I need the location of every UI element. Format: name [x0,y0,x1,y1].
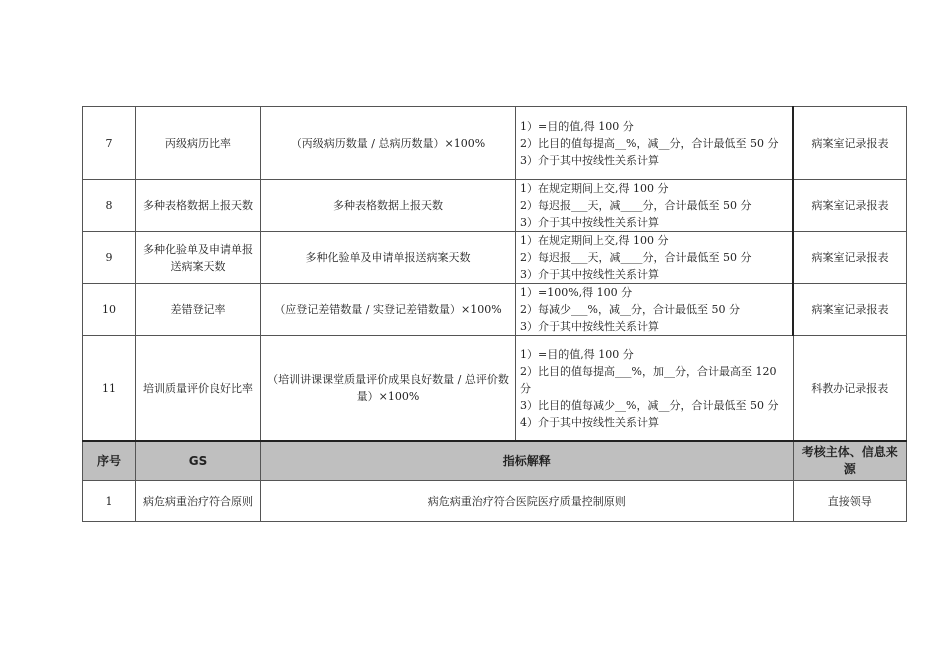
data-source: 病案室记录报表 [793,284,907,336]
rule-line: 1）在规定期间上交,得 100 分 [520,234,669,247]
data-source: 病案室记录报表 [793,232,907,284]
row-number: 9 [83,232,136,284]
row-number: 10 [83,284,136,336]
indicator-name: 丙级病历比率 [136,107,261,180]
rule-line: 2）每迟报___天，减____分，合计最低至 50 分 [520,251,752,264]
table-row [83,180,907,232]
scoring-rules [516,107,794,180]
rule-line: 2）每减少___%，减__分，合计最低至 50 分 [520,303,740,316]
rule-line: 3）介于其中按线性关系计算 [520,320,659,333]
table-row [83,336,907,442]
table-row [83,107,907,180]
scoring-rules [516,336,794,442]
data-source: 病案室记录报表 [793,180,907,232]
header-explanation: 指标解释 [261,441,794,481]
header-number: 序号 [83,441,136,481]
table-header-row [83,441,907,481]
indicator-name: 培训质量评价良好比率 [136,336,261,442]
rule-line: 3）介于其中按线性关系计算 [520,153,659,167]
indicator-formula: （培训讲课课堂质量评价成果良好数量 / 总评价数量）×100% [261,336,516,442]
rule-line: 4）介于其中按线性关系计算 [520,415,659,429]
indicator-formula: 多种表格数据上报天数 [261,180,516,232]
scoring-rules [516,284,794,336]
rule-line: 2）比目的值每提高__%，减__分，合计最低至 50 分 [520,136,779,150]
scoring-rules [516,180,794,232]
rule-line: 1）=100%,得 100 分 [520,286,633,299]
data-source: 直接领导 [793,481,907,522]
rule-line: 1）在规定期间上交,得 100 分 [520,182,669,195]
row-number: 7 [83,107,136,180]
data-source: 病案室记录报表 [793,107,907,180]
kpi-table [82,106,907,522]
row-number: 1 [83,481,136,522]
indicator-name: 差错登记率 [136,284,261,336]
indicator-formula: （丙级病历数量 / 总病历数量）×100% [261,107,516,180]
table-row [83,232,907,284]
indicator-formula: 多种化验单及申请单报送病案天数 [261,232,516,284]
scoring-rules [516,232,794,284]
rule-line: 3）介于其中按线性关系计算 [520,268,659,281]
row-number: 8 [83,180,136,232]
indicator-formula: （应登记差错数量 / 实登记差错数量）×100% [261,284,516,336]
table-row [83,481,907,522]
data-source: 科教办记录报表 [793,336,907,442]
gs-explanation: 病危病重治疗符合医院医疗质量控制原则 [261,481,794,522]
rule-line: 2）每迟报___天，减____分，合计最低至 50 分 [520,199,752,212]
indicator-name: 多种化验单及申请单报送病案天数 [136,232,261,284]
table-row [83,284,907,336]
rule-line: 3）介于其中按线性关系计算 [520,216,659,229]
rule-line: 2）比目的值每提高___%，加__分，合计最高至 120 分 [520,364,777,395]
header-source: 考核主体、信息来源 [793,441,907,481]
row-number: 11 [83,336,136,442]
rule-line: 3）比目的值每减少__%，减__分，合计最低至 50 分 [520,398,779,412]
rule-line: 1）=目的值,得 100 分 [520,119,634,133]
header-gs: GS [136,441,261,481]
rule-line: 1）=目的值,得 100 分 [520,347,634,361]
gs-name: 病危病重治疗符合原则 [136,481,261,522]
indicator-name: 多种表格数据上报天数 [136,180,261,232]
